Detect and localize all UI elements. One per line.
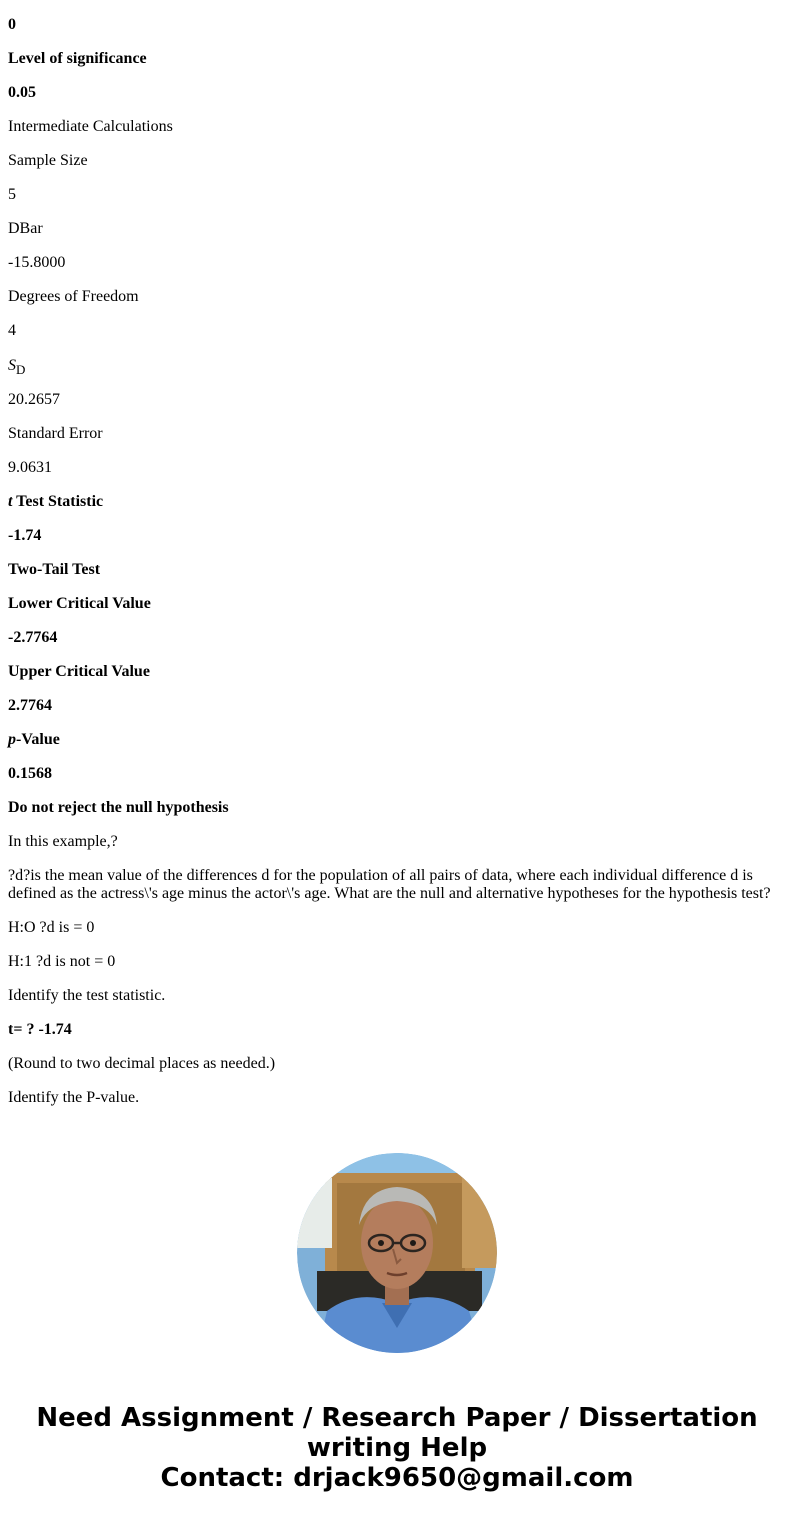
sd-subscript: D: [16, 362, 26, 377]
t-symbol: t: [8, 493, 13, 510]
portrait-image: [297, 1153, 497, 1353]
text-line: 2.7764: [8, 697, 52, 714]
banner-line: Need Assignment / Research Paper / Dissertation: [36, 1403, 758, 1433]
text-line: -15.8000: [8, 254, 66, 271]
banner-line: writing Help: [306, 1433, 488, 1463]
text-line: Level of significance: [8, 50, 147, 67]
sd-symbol: S: [8, 357, 16, 374]
text-line: 9.0631: [8, 459, 52, 476]
text-line: Lower Critical Value: [8, 595, 151, 612]
text-line: H:1 ?d is not = 0: [8, 953, 116, 970]
t-label: Test Statistic: [12, 493, 104, 510]
text-line: 0: [8, 16, 16, 33]
text-line: Sample Size: [8, 152, 88, 169]
text-line: Identify the test statistic.: [8, 987, 166, 1004]
text-line: [8, 493, 786, 511]
text-line: -2.7764: [8, 629, 58, 646]
text-line: Degrees of Freedom: [8, 288, 139, 305]
text-line: ?d?is the mean value of the differences d for the population of all pairs of data, where each individual difference d is defined as the actress\'s age minus the actor\'s age. What are the null and alternative hypotheses for the hypothesis test?: [8, 867, 771, 902]
text-line: [8, 731, 786, 749]
text-line: -1.74: [8, 527, 42, 544]
p-symbol: p: [8, 731, 16, 748]
text-line: DBar: [8, 220, 43, 237]
text-line: Do not reject the null hypothesis: [8, 799, 229, 816]
text-line: 0.05: [8, 84, 36, 101]
contact-email: Contact: drjack9650@gmail.com: [160, 1463, 634, 1493]
text-line: 5: [8, 186, 16, 203]
text-line: 0.1568: [8, 765, 52, 782]
text-line: 20.2657: [8, 391, 60, 408]
p-label: -Value: [16, 731, 60, 748]
text-line: Standard Error: [8, 425, 103, 442]
contact-banner: [0, 1403, 794, 1493]
text-line: (Round to two decimal places as needed.): [8, 1055, 276, 1072]
text-line: Upper Critical Value: [8, 663, 150, 680]
text-line: [8, 357, 786, 375]
text-line: H:O ?d is = 0: [8, 919, 95, 936]
text-line: In this example,?: [8, 833, 118, 850]
text-line: t= ? -1.74: [8, 1021, 72, 1038]
text-line: Two-Tail Test: [8, 561, 101, 578]
text-line: Intermediate Calculations: [8, 118, 173, 135]
text-line: 4: [8, 322, 16, 339]
text-line: Identify the P-value.: [8, 1089, 140, 1106]
avatar: [297, 1153, 497, 1353]
